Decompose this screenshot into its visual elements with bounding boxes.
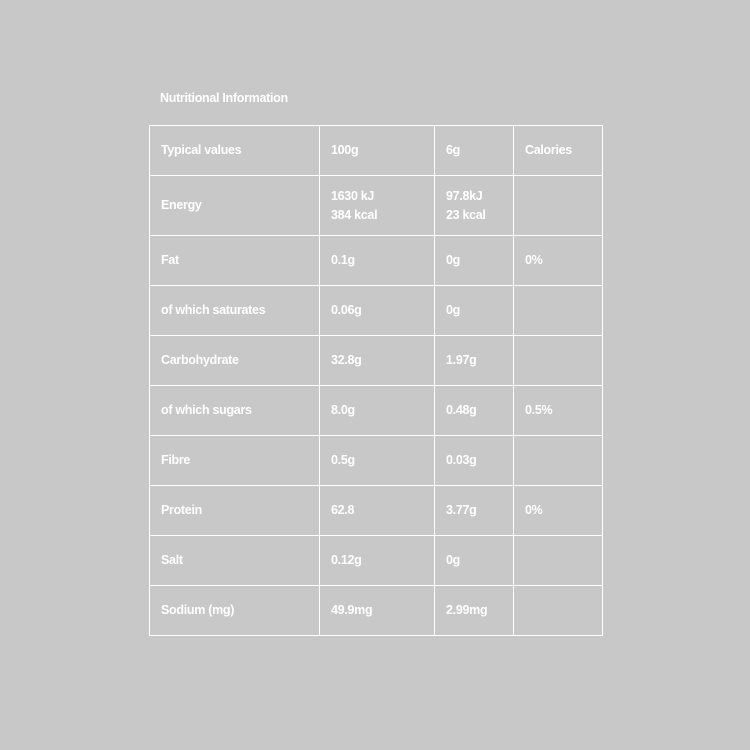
row-value-100g: 8.0g — [320, 386, 435, 436]
table-row — [150, 486, 603, 536]
table-row — [150, 536, 603, 586]
row-value-6g: 0g — [435, 286, 514, 336]
row-value-100g: 49.9mg — [320, 586, 435, 636]
row-value-calories — [514, 176, 603, 236]
energy-kj-100g: 1630 kJ — [331, 188, 375, 203]
row-label: Fat — [150, 236, 320, 286]
row-value-6g — [435, 176, 514, 236]
row-value-6g: 0g — [435, 536, 514, 586]
table-row — [150, 286, 603, 336]
energy-kcal-100g: 384 kcal — [331, 207, 378, 222]
table-row-energy — [150, 176, 603, 236]
row-value-100g: 0.5g — [320, 436, 435, 486]
table-row — [150, 336, 603, 386]
row-label: Energy — [150, 176, 320, 236]
row-value-calories — [514, 336, 603, 386]
row-label: Salt — [150, 536, 320, 586]
row-value-100g — [320, 176, 435, 236]
table-row — [150, 586, 603, 636]
row-label: Sodium (mg) — [150, 586, 320, 636]
row-value-100g: 32.8g — [320, 336, 435, 386]
row-value-100g: 0.12g — [320, 536, 435, 586]
row-value-calories — [514, 436, 603, 486]
row-value-calories: 0.5% — [514, 386, 603, 436]
row-value-100g: 62.8 — [320, 486, 435, 536]
row-value-calories — [514, 286, 603, 336]
row-label: Carbohydrate — [150, 336, 320, 386]
row-label: of which saturates — [150, 286, 320, 336]
row-value-calories — [514, 586, 603, 636]
table-header-row — [150, 126, 603, 176]
nutrition-table — [149, 125, 603, 636]
header-typical-values: Typical values — [150, 126, 320, 176]
table-row — [150, 236, 603, 286]
header-6g: 6g — [435, 126, 514, 176]
page-title: Nutritional Information — [160, 91, 288, 105]
row-value-calories: 0% — [514, 486, 603, 536]
table-row — [150, 436, 603, 486]
table-row — [150, 386, 603, 436]
row-value-calories — [514, 536, 603, 586]
row-value-6g: 1.97g — [435, 336, 514, 386]
row-value-6g: 3.77g — [435, 486, 514, 536]
row-value-100g: 0.06g — [320, 286, 435, 336]
row-value-6g: 0.03g — [435, 436, 514, 486]
header-calories: Calories — [514, 126, 603, 176]
energy-kj-6g: 97.8kJ — [446, 188, 483, 203]
row-label: Protein — [150, 486, 320, 536]
row-label: Fibre — [150, 436, 320, 486]
row-label: of which sugars — [150, 386, 320, 436]
energy-kcal-6g: 23 kcal — [446, 207, 486, 222]
row-value-6g: 2.99mg — [435, 586, 514, 636]
row-value-6g: 0.48g — [435, 386, 514, 436]
row-value-6g: 0g — [435, 236, 514, 286]
row-value-calories: 0% — [514, 236, 603, 286]
row-value-100g: 0.1g — [320, 236, 435, 286]
header-100g: 100g — [320, 126, 435, 176]
